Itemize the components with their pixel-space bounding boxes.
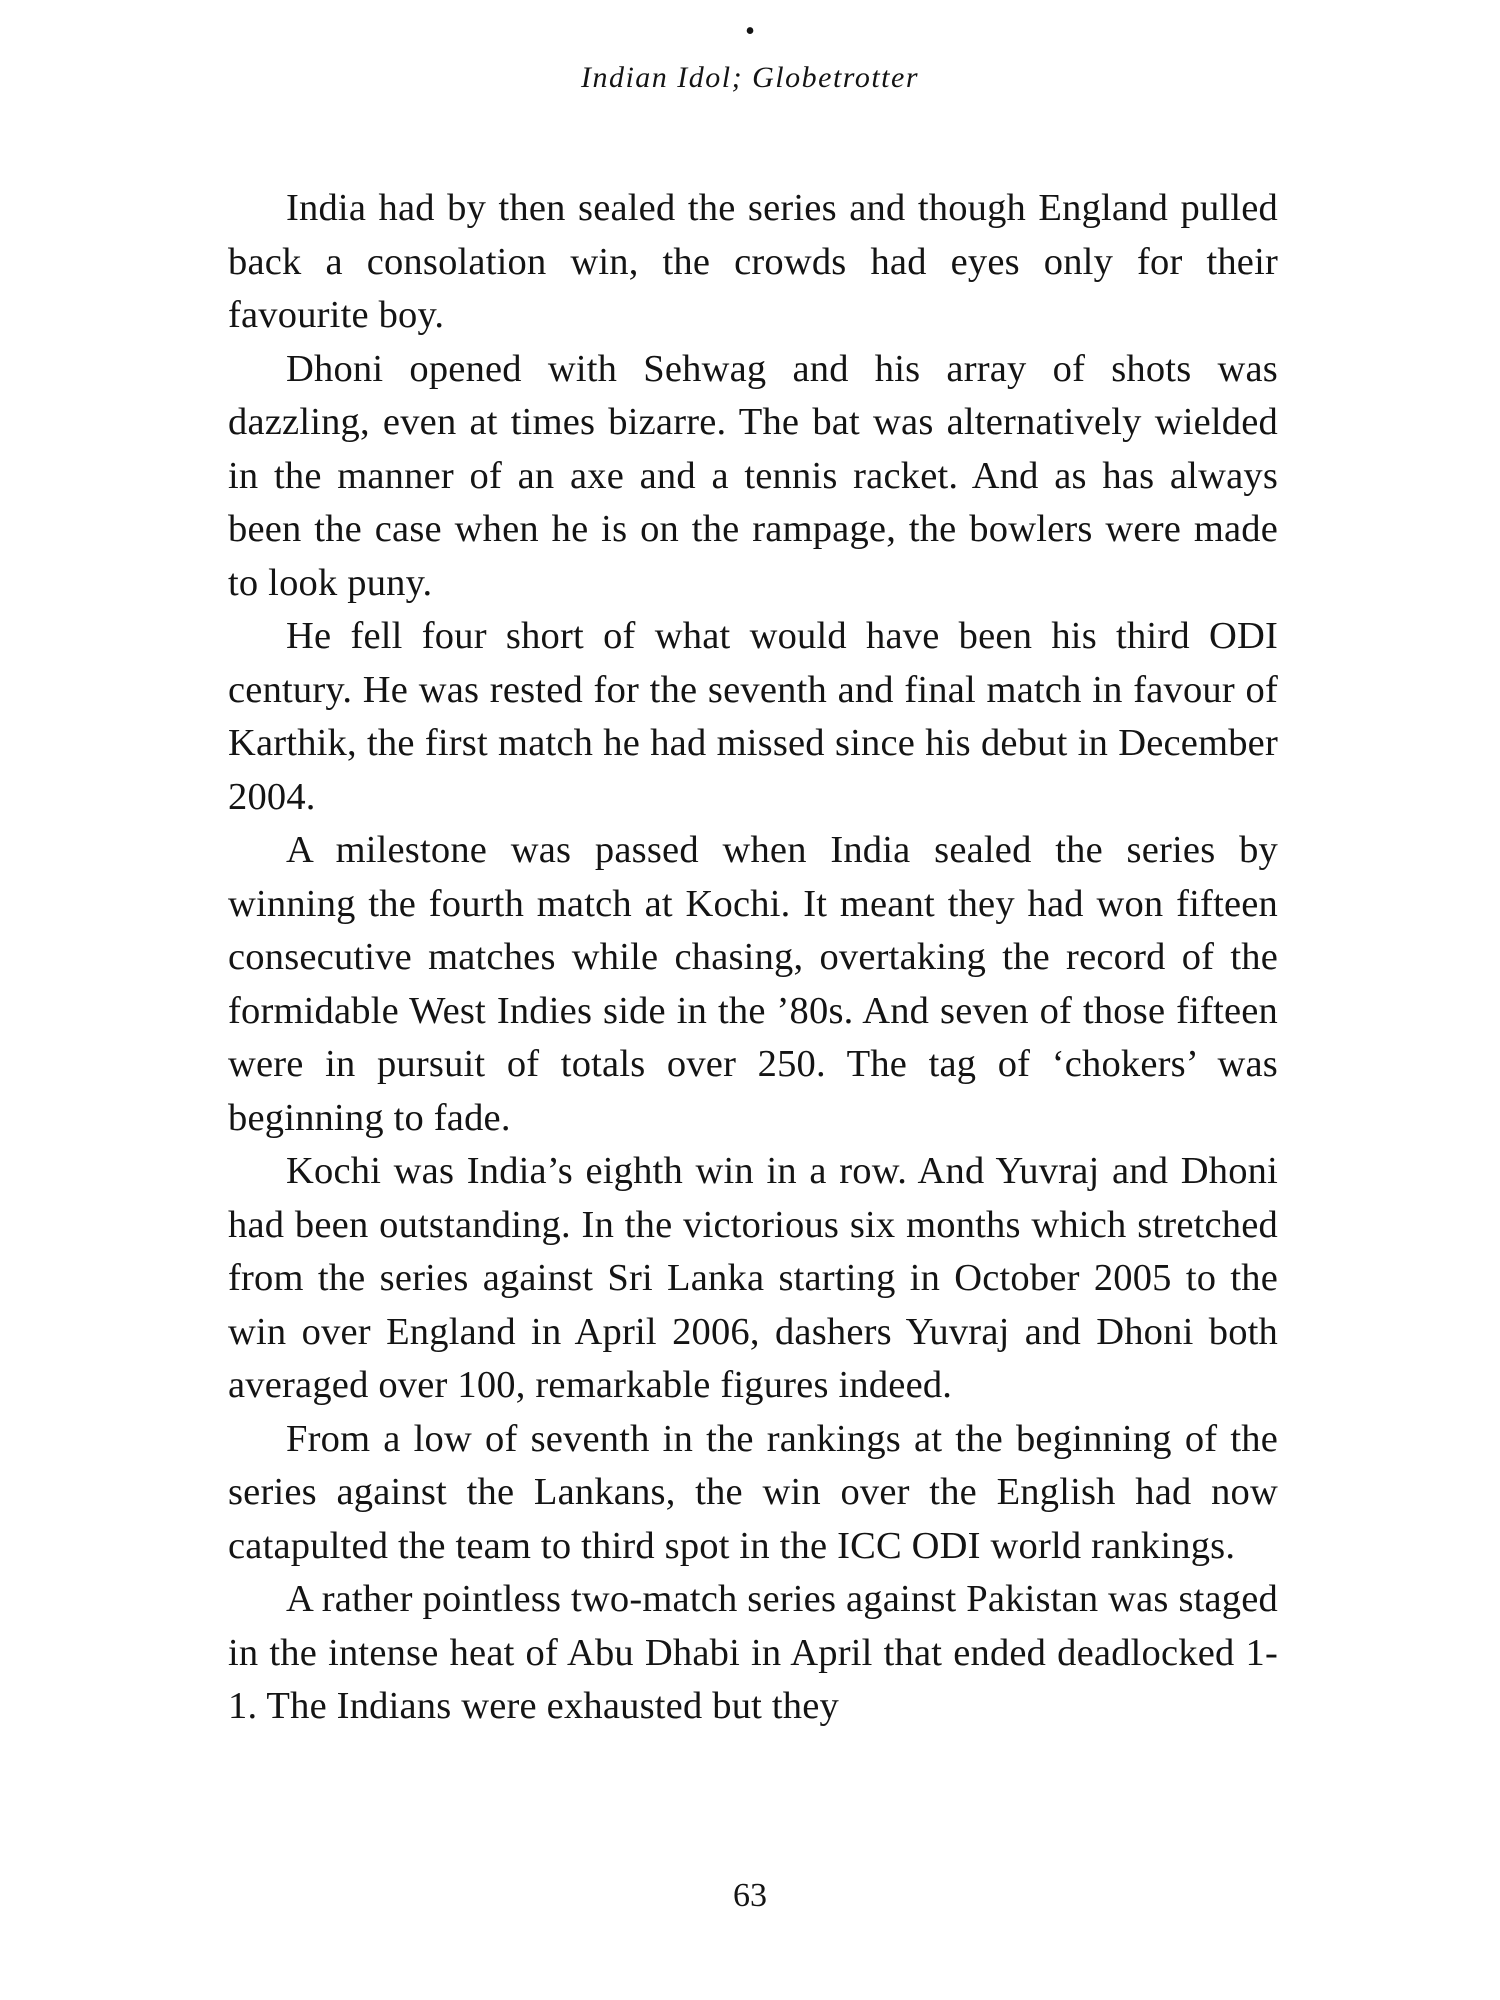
page-number: 63 [733,1877,767,1914]
paragraph: Dhoni opened with Sehwag and his array of shots was dazzling, even at times bizarre. The bat was alternatively wielded in the manner of an axe and a tennis racket. And as has always been the case when he is on the rampage, the bowlers were made to look puny. [228,347,1278,604]
paragraph: A rather pointless two-match series against Pakistan was staged in the intense heat of Abu Dhabi in April that ended deadlocked 1-1. The Indians were exhausted but they [228,1578,1278,1727]
paragraph: India had by then sealed the series and though England pulled back a consolation win, the crowds had eyes only for their favourite boy. [228,187,1278,336]
paragraph: He fell four short of what would have been his third ODI century. He was rested for the seventh and final match in favour of Karthik, the first match he had missed since his debut in December 2004. [228,615,1278,818]
paragraph: From a low of seventh in the rankings at the beginning of the series against the Lankans, the win over the English had now catapulted the team to third spot in the ICC ODI world rankings. [228,1417,1278,1567]
running-head: Indian Idol; Globetrotter [580,61,919,94]
top-dot-mark: • [745,16,755,47]
paragraph: Kochi was India’s eighth win in a row. And Yuvraj and Dhoni had been outstanding. In the victorious six months which stretched from the series against Sri Lanka starting in October 2005 to the win over England in April 2006, dashers Yuvraj and Dhoni both averaged over 100, remarkable figures indeed. [228,1150,1278,1406]
paragraph: A milestone was passed when India sealed the series by winning the fourth match at Kochi. It meant they had won fifteen consecutive matches while chasing, overtaking the record of the formidable West Indies side in the ’80s. And seven of those fifteen were in pursuit of totals over 250. The tag of ‘chokers’ was beginning to fade. [228,829,1278,1139]
body-text [228,182,1278,1734]
